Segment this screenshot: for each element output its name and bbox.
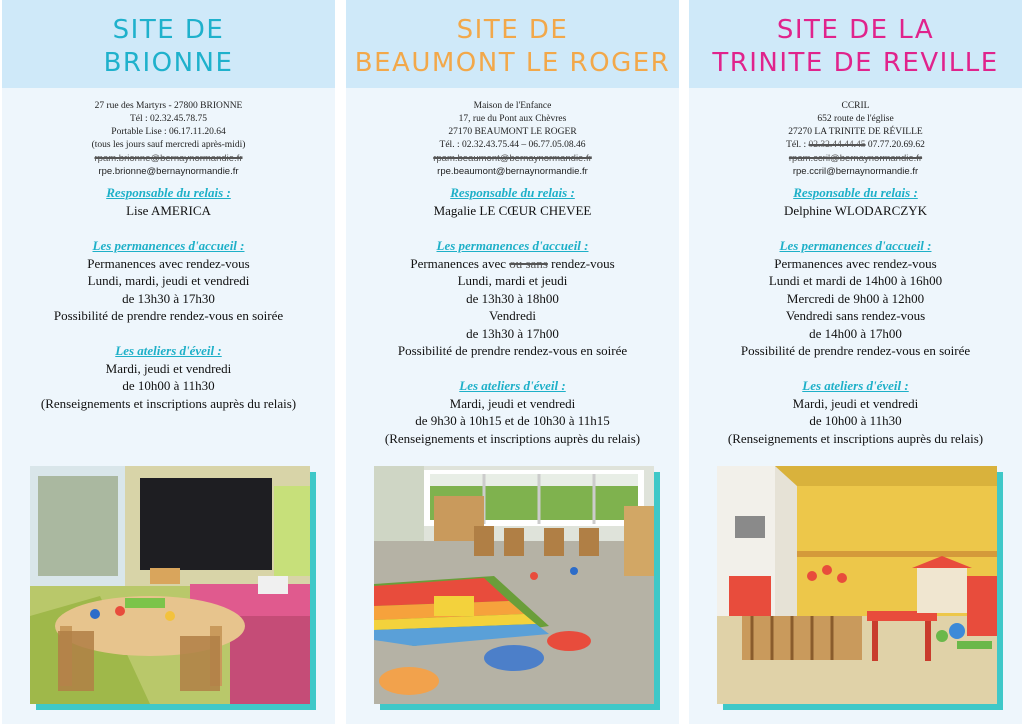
beaumont-perm-line: Lundi, mardi et jeudi xyxy=(457,273,568,288)
beaumont-email-old: rpam.beaumont@bernaynormandie.fr xyxy=(433,153,592,164)
brionne-contact xyxy=(2,100,335,178)
trinite-perm-line: Lundi et mardi de 14h00 à 16h00 xyxy=(768,273,943,288)
brionne-email-old: rpam.brionne@bernaynormandie.fr xyxy=(94,153,243,164)
brionne-title-line1: SITE DE xyxy=(112,15,225,45)
beaumont-address-line: 17, rue du Pont aux Chèvres xyxy=(458,114,567,124)
brionne-permanences-section xyxy=(2,237,335,325)
trinite-permanences-heading: Les permanences d'accueil : xyxy=(779,238,932,253)
trinite-responsable: Delphine WLODARCZYK xyxy=(783,202,928,218)
brionne-photo xyxy=(30,466,310,704)
beaumont-responsable-heading: Responsable du relais : xyxy=(450,185,575,200)
beaumont-perm-line: de 13h30 à 17h00 xyxy=(466,325,559,341)
trinite-responsable-section xyxy=(689,184,1022,219)
beaumont-title-line1: SITE DE xyxy=(456,15,569,45)
trinite-responsable-heading: Responsable du relais : xyxy=(793,185,918,200)
beaumont-photo xyxy=(374,466,654,704)
brionne-tel: Tél : 02.32.45.78.75 xyxy=(129,114,208,124)
beaumont-title-line2: BEAUMONT LE ROGER xyxy=(354,48,671,78)
brionne-atel-line: Mardi, jeudi et vendredi xyxy=(105,360,232,376)
trinite-tel-label: Tél. : xyxy=(786,140,809,150)
brionne-atel-line: (Renseignements et inscriptions auprès du relais) xyxy=(40,395,297,411)
trinite-ateliers-heading: Les ateliers d'éveil : xyxy=(802,378,909,393)
trinite-atel-line: de 10h00 à 11h30 xyxy=(809,413,902,428)
trinite-email-old: rpam.ccril@bernaynormandie.fr xyxy=(788,153,923,164)
trinite-column xyxy=(689,0,1022,724)
beaumont-perm-text: rendez-vous xyxy=(547,255,615,271)
beaumont-column xyxy=(346,0,679,724)
brionne-permanences-heading: Les permanences d'accueil : xyxy=(92,238,245,253)
trinite-permanences-section xyxy=(689,237,1022,360)
beaumont-atel-line: de 9h30 à 10h15 et de 10h30 à 11h15 xyxy=(415,413,610,428)
beaumont-ateliers-section xyxy=(346,377,679,447)
trinite-address-line: CCRIL xyxy=(841,101,870,111)
brionne-hours-note: (tous les jours sauf mercredi après-midi) xyxy=(91,140,246,150)
brionne-perm-line: Permanences avec rendez-vous xyxy=(87,255,250,271)
trinite-perm-line: Permanences avec rendez-vous xyxy=(774,255,937,271)
beaumont-atel-line: (Renseignements et inscriptions auprès du relais) xyxy=(384,430,641,446)
trinite-tel-new: 07.77.20.69.62 xyxy=(867,140,925,150)
brionne-email[interactable]: rpe.brionne@bernaynormandie.fr xyxy=(98,166,239,177)
beaumont-address-line: 27170 BEAUMONT LE ROGER xyxy=(448,127,577,137)
trinite-address-line: 652 route de l'église xyxy=(817,114,894,124)
trinite-perm-line: Possibilité de prendre rendez-vous en soirée xyxy=(740,343,971,358)
beaumont-header xyxy=(346,0,679,88)
beaumont-perm-struck: ou sans xyxy=(509,255,548,271)
brionne-responsable: Lise AMERICA xyxy=(126,202,211,218)
brionne-atel-line: de 10h00 à 11h30 xyxy=(122,378,215,393)
trinite-header xyxy=(689,0,1022,88)
trinite-email[interactable]: rpe.ccril@bernaynormandie.fr xyxy=(792,166,919,177)
beaumont-atel-line: Mardi, jeudi et vendredi xyxy=(449,395,576,411)
brionne-address: 27 rue des Martyrs - 27800 BRIONNE xyxy=(94,101,243,111)
beaumont-responsable-section xyxy=(346,184,679,219)
brionne-ateliers-section xyxy=(2,342,335,412)
beaumont-perm-text: Permanences avec xyxy=(410,255,510,271)
brionne-perm-line: Lundi, mardi, jeudi et vendredi xyxy=(87,273,250,288)
trinite-atel-line: Mardi, jeudi et vendredi xyxy=(792,395,919,411)
trinite-title-line1: SITE DE LA xyxy=(776,15,935,45)
brionne-column xyxy=(2,0,335,724)
trinite-address-line: 27270 LA TRINITE DE RÉVILLE xyxy=(788,127,923,137)
trinite-tel-old: 02.32.44.44.45 xyxy=(808,140,866,150)
beaumont-perm-line: Vendredi xyxy=(489,308,536,323)
beaumont-address-line: Maison de l'Enfance xyxy=(473,101,552,111)
trinite-perm-line: de 14h00 à 17h00 xyxy=(809,325,902,341)
trinite-title-line2: TRINITE DE REVILLE xyxy=(712,48,999,78)
beaumont-email[interactable]: rpe.beaumont@bernaynormandie.fr xyxy=(437,166,588,177)
beaumont-perm-line xyxy=(346,255,679,273)
beaumont-permanences-heading: Les permanences d'accueil : xyxy=(436,238,589,253)
beaumont-tel: Tél. : 02.32.43.75.44 – 06.77.05.08.46 xyxy=(439,140,586,150)
brionne-perm-line: Possibilité de prendre rendez-vous en soirée xyxy=(53,308,284,323)
beaumont-ateliers-heading: Les ateliers d'éveil : xyxy=(459,378,566,393)
beaumont-perm-line: de 13h30 à 18h00 xyxy=(466,290,559,306)
brionne-portable: Portable Lise : 06.17.11.20.64 xyxy=(111,127,226,137)
trinite-photo xyxy=(717,466,997,704)
brionne-responsable-section xyxy=(2,184,335,219)
beaumont-perm-line: Possibilité de prendre rendez-vous en soirée xyxy=(397,343,628,358)
trinite-perm-line: Vendredi sans rendez-vous xyxy=(785,308,926,323)
trinite-atel-line: (Renseignements et inscriptions auprès du relais) xyxy=(727,430,984,446)
brionne-ateliers-heading: Les ateliers d'éveil : xyxy=(115,343,222,358)
brionne-header xyxy=(2,0,335,88)
trinite-tel xyxy=(689,139,1022,152)
beaumont-permanences-section xyxy=(346,237,679,360)
brionne-perm-line: de 13h30 à 17h30 xyxy=(122,290,215,306)
trinite-ateliers-section xyxy=(689,377,1022,447)
trinite-contact xyxy=(689,100,1022,178)
brionne-title-line2: BRIONNE xyxy=(103,48,234,78)
brionne-responsable-heading: Responsable du relais : xyxy=(106,185,231,200)
beaumont-responsable: Magalie LE CŒUR CHEVEE xyxy=(433,202,592,218)
trinite-perm-line: Mercredi de 9h00 à 12h00 xyxy=(786,290,925,306)
beaumont-contact xyxy=(346,100,679,178)
